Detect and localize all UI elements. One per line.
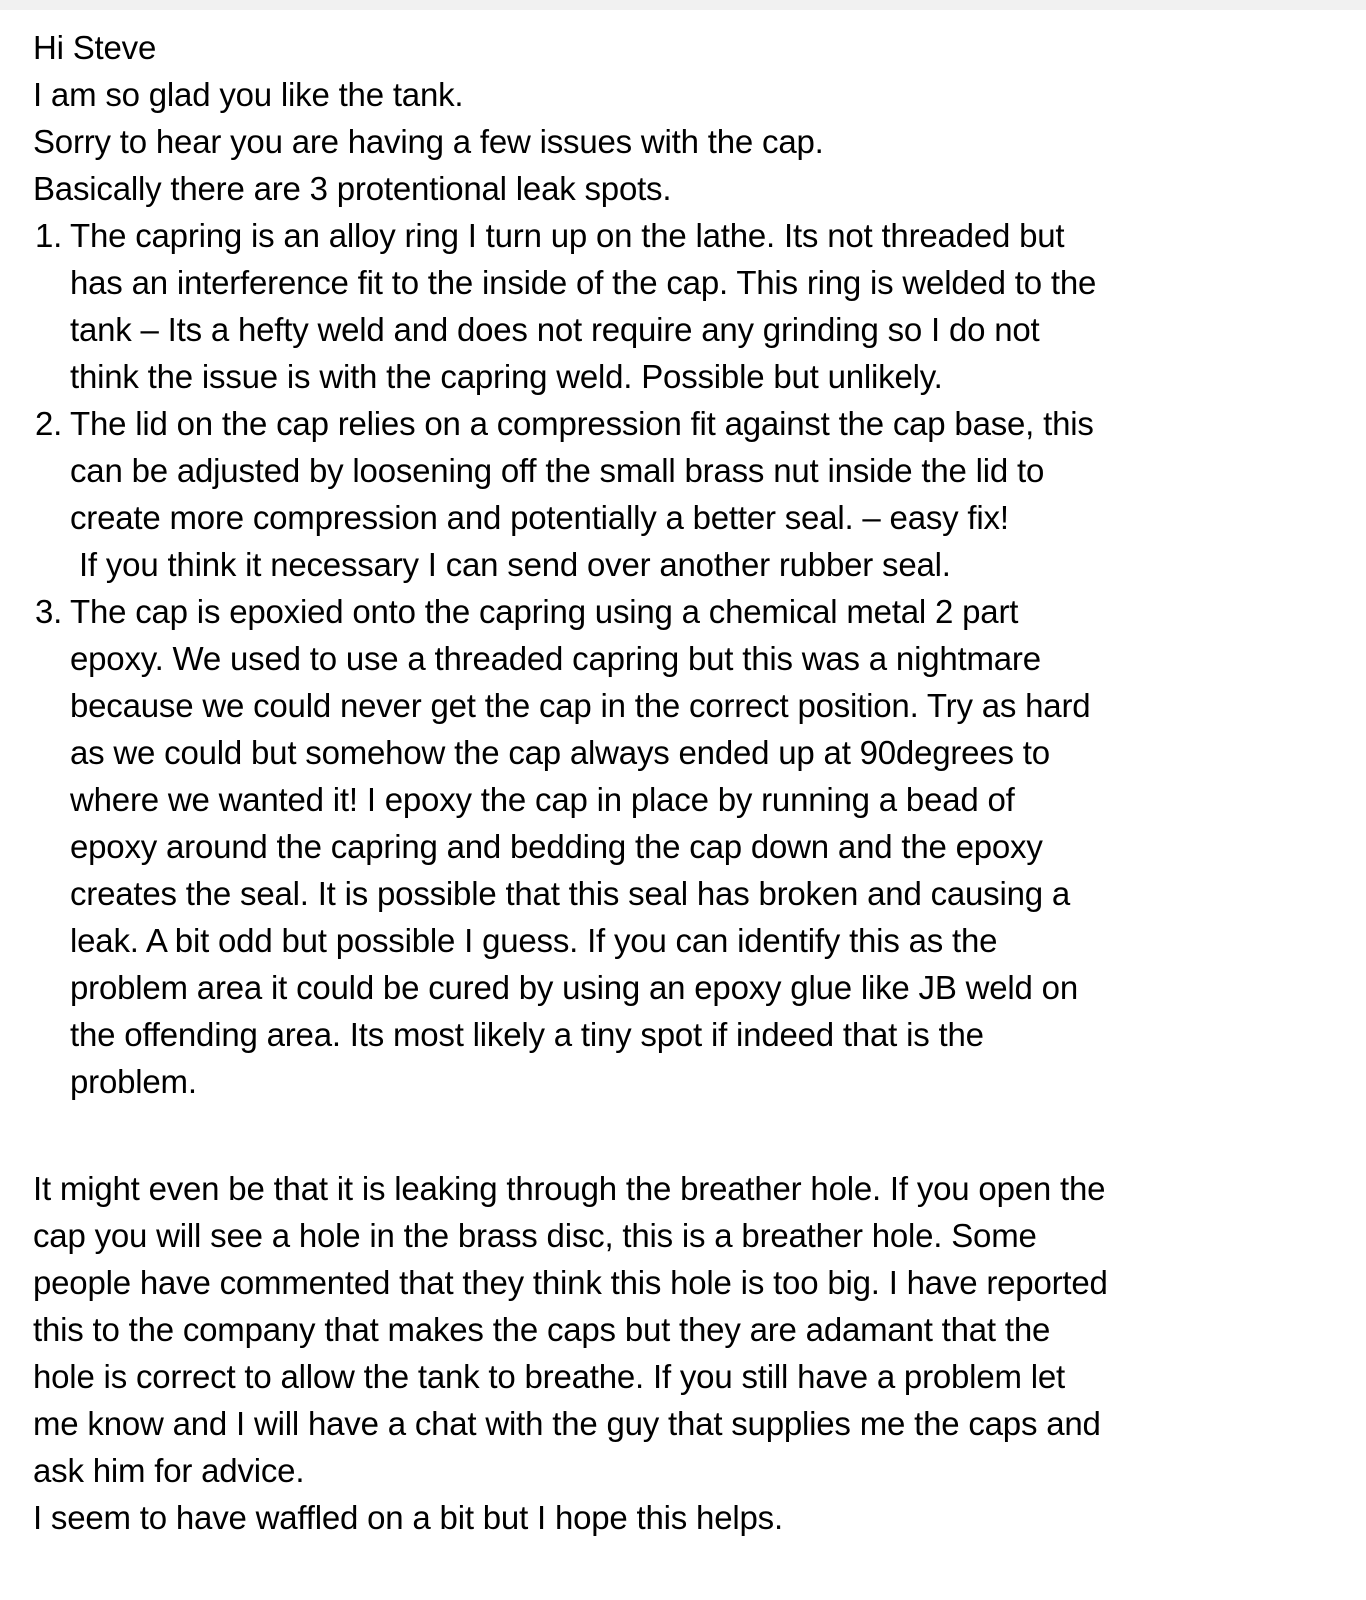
text-line: this to the company that makes the caps but they are adamant that the	[33, 1311, 1051, 1348]
text-line: can be adjusted by loosening off the small brass nut inside the lid to	[70, 452, 1045, 489]
text-line: create more compression and potentially a better seal. – easy fix!	[70, 499, 1009, 536]
text-line: creates the seal. It is possible that this seal has broken and causing a	[70, 875, 1071, 912]
list-item-text	[70, 588, 1346, 1105]
text-line: epoxy. We used to use a threaded capring but this was a nightmare	[70, 640, 1041, 677]
text-line: Sorry to hear you are having a few issues with the cap.	[33, 123, 824, 160]
list-marker: 3.	[35, 593, 63, 630]
text-line: I am so glad you like the tank.	[33, 76, 464, 113]
text-line: the offending area. Its most likely a tiny spot if indeed that is the	[70, 1016, 984, 1053]
text-line: because we could never get the cap in the correct position. Try as hard	[70, 687, 1091, 724]
text-line: leak. A bit odd but possible I guess. If you can identify this as the	[70, 922, 998, 959]
list-item	[33, 400, 1346, 588]
text-line: The capring is an alloy ring I turn up on the lathe. Its not threaded but	[70, 217, 1065, 254]
text-line: where we wanted it! I epoxy the cap in place by running a bead of	[70, 781, 1015, 818]
text-line: If you think it necessary I can send over another rubber seal.	[70, 546, 951, 583]
list-item-text	[70, 212, 1346, 400]
text-line: epoxy around the capring and bedding the cap down and the epoxy	[70, 828, 1043, 865]
text-line: has an interference fit to the inside of the cap. This ring is welded to the	[70, 264, 1097, 301]
list-item-text	[70, 400, 1346, 588]
text-line: Basically there are 3 protentional leak spots.	[33, 170, 672, 207]
text-line: The cap is epoxied onto the capring using a chemical metal 2 part	[70, 593, 1019, 630]
text-line: think the issue is with the capring weld. Possible but unlikely.	[70, 358, 943, 395]
text-line: problem area it could be cured by using an epoxy glue like JB weld on	[70, 969, 1078, 1006]
text-line: me know and I will have a chat with the guy that supplies me the caps and	[33, 1405, 1101, 1442]
text-line: It might even be that it is leaking through the breather hole. If you open the	[33, 1170, 1106, 1207]
text-line: hole is correct to allow the tank to breathe. If you still have a problem let	[33, 1358, 1065, 1395]
text-line: as we could but somehow the cap always ended up at 90degrees to	[70, 734, 1050, 771]
list-item	[33, 212, 1346, 400]
list-marker: 2.	[35, 405, 63, 442]
closing-paragraph	[33, 1165, 1346, 1541]
list-item	[33, 588, 1346, 1105]
text-line: Hi Steve	[33, 29, 157, 66]
top-bar	[0, 0, 1366, 10]
text-line: people have commented that they think this hole is too big. I have reported	[33, 1264, 1108, 1301]
text-line: cap you will see a hole in the brass disc, this is a breather hole. Some	[33, 1217, 1037, 1254]
text-line: ask him for advice.	[33, 1452, 305, 1489]
list-marker: 1.	[35, 217, 63, 254]
text-line: I seem to have waffled on a bit but I hope this helps.	[33, 1499, 783, 1536]
text-line: problem.	[70, 1063, 197, 1100]
text-line: The lid on the cap relies on a compression fit against the cap base, this	[70, 405, 1094, 442]
paragraph-spacer	[33, 1105, 1346, 1165]
numbered-list	[33, 212, 1346, 1105]
text-line: tank – Its a hefty weld and does not require any grinding so I do not	[70, 311, 1040, 348]
message-body	[33, 24, 1346, 1541]
greeting-paragraph	[33, 24, 1346, 212]
